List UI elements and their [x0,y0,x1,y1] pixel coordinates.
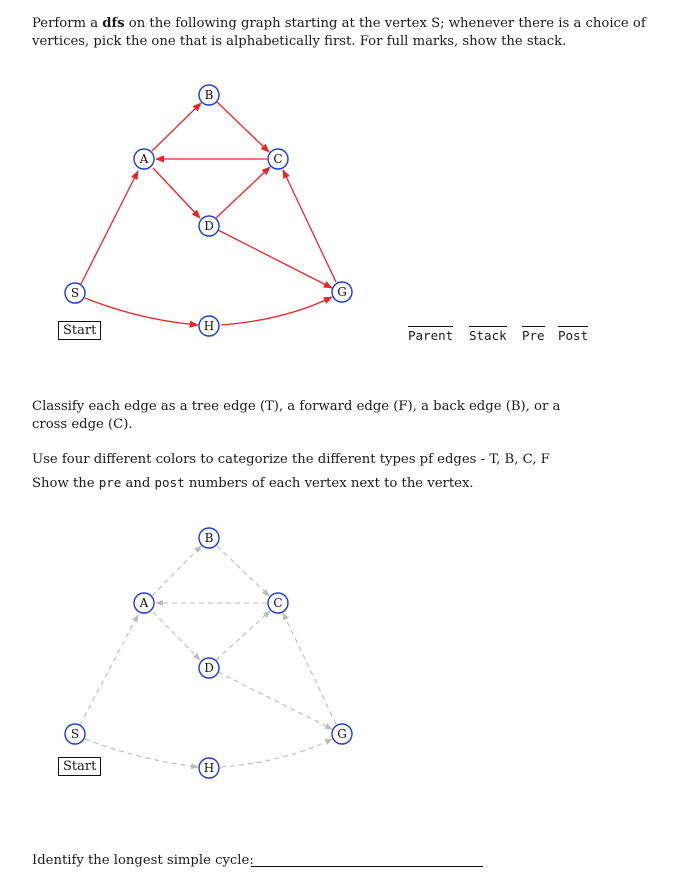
g1-vertex-s [65,283,85,303]
svg-text:G: G [337,727,347,741]
edge-a-b [152,103,201,151]
edge-a-d [153,168,200,218]
edge-d-c [216,167,270,218]
g1-vertex-b [199,85,219,105]
g2-vertex-h [199,758,219,778]
g1-vertex-c [268,149,288,169]
svg-text:S: S [70,286,80,300]
g2-edge-s-h [85,739,198,767]
svg-text:C: C [273,596,283,610]
g2-start-label: Start [58,757,101,776]
dfs-instruction: Perform a dfs on the following graph starting at the vertex S; whenever there is a choice of vertices, pick the one that is alphabetically first. For full marks, show the stack. [32,16,646,49]
edge-h-g [221,297,332,325]
edge-b-c [217,102,269,152]
cycle-prompt: Identify the longest simple cycle: [32,853,254,868]
svg-text:B: B [204,88,214,102]
g2-vertex-g [332,724,352,744]
g1-start-label: Start [58,321,101,340]
g2-vertex-c [268,593,288,613]
g2-edge-b-c [217,546,269,596]
header-post: Post [558,328,589,343]
g2-vertex-b [199,528,219,548]
g1-vertex-a [134,149,154,169]
svg-text:D: D [204,219,214,233]
svg-text:C: C [273,152,283,166]
g2-edge-s-a [80,615,138,725]
pre-post-instruction: Show the pre and post numbers of each vertex next to the vertex. [32,475,474,491]
edge-g-c [283,170,336,282]
svg-text:B: B [204,531,214,545]
g2-vertex-a [134,593,154,613]
g2-edge-d-c [216,611,270,660]
g2-edge-g-c [283,613,336,724]
svg-text:G: G [337,285,347,299]
g2-edge-h-g [221,739,332,767]
svg-text:H: H [203,319,215,333]
classify-instruction: Classify each edge as a tree edge (T), a forward edge (F), a back edge (B), or a cross edge (C). [32,399,561,432]
g2-edge-a-b [152,546,201,596]
header-stack: Stack [469,328,507,343]
g2-edge-a-d [153,612,200,660]
g2-vertex-s [65,724,85,744]
colors-instruction: Use four different colors to categorize the different types pf edges - T, B, C, F [32,452,550,467]
g1-vertex-d [199,216,219,236]
edge-s-h [85,298,198,325]
svg-text:H: H [203,761,215,775]
edge-s-a [81,171,138,284]
svg-text:D: D [204,661,214,675]
g1-vertex-h [199,316,219,336]
svg-text:A: A [139,596,149,610]
svg-text:A: A [139,152,149,166]
g2-vertex-d [199,658,219,678]
header-parent: Parent [408,328,454,343]
svg-text:S: S [70,727,80,741]
header-pre: Pre [522,328,545,343]
g1-vertex-g [332,282,352,302]
cycle-answer-blank[interactable] [251,866,483,867]
